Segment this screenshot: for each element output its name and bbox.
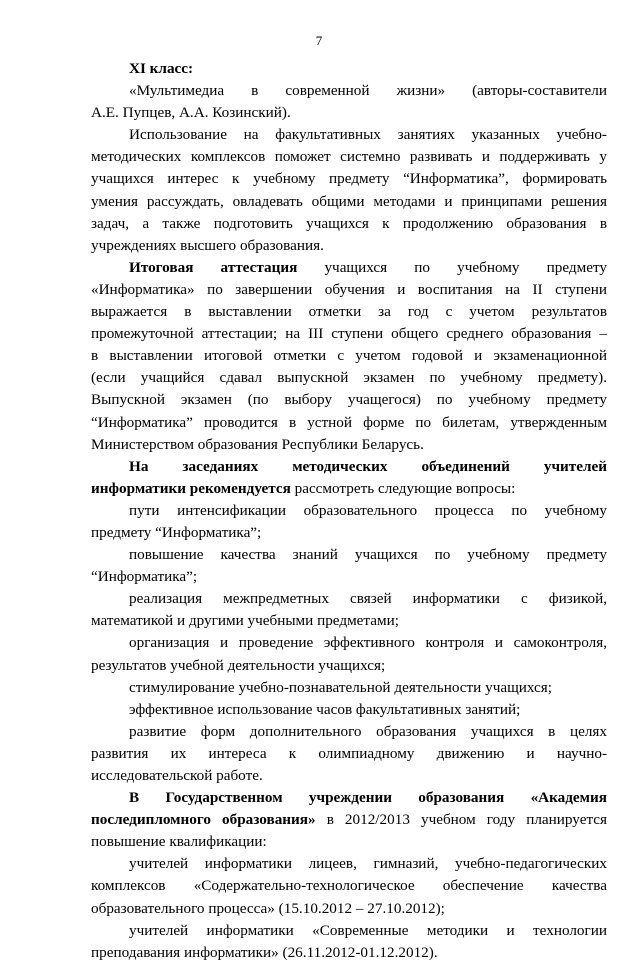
- text-line: [91, 124, 607, 146]
- text-line: [91, 301, 607, 323]
- text-line: [91, 80, 607, 102]
- text-line: [91, 699, 607, 721]
- text-run: промежуточной аттестации; на III ступени общего среднего образования –: [91, 325, 607, 343]
- text-line: [91, 279, 607, 301]
- text-line: [91, 655, 607, 677]
- text-run: учителей информатики лицеев, гимназий, учебно-педагогических: [129, 855, 607, 873]
- page-number: 7: [315, 33, 323, 48]
- text-run: организация и проведение эффективного контроля и самоконтроля,: [129, 634, 607, 652]
- text-run: Выпускной экзамен (по выбору учащегося) по учебному предмету: [91, 391, 607, 409]
- text-line: [91, 389, 607, 411]
- text-run: учреждениях высшего образования.: [91, 236, 324, 254]
- bold-text: XI класс:: [129, 60, 194, 77]
- text-line: [91, 478, 607, 500]
- document-body: [91, 58, 607, 964]
- text-line: [91, 434, 607, 456]
- text-line: [91, 920, 607, 942]
- bold-text: На заседаниях методических объединений учителей: [129, 457, 607, 475]
- text-line: [91, 367, 607, 389]
- text-line: [91, 146, 607, 168]
- text-line: [91, 345, 607, 367]
- bold-text: В Государственном учреждении образования «Академия: [129, 789, 607, 807]
- text-run: повышение квалификации:: [91, 833, 267, 851]
- text-run: «Мультимедиа в современной жизни» (авторы-составители: [129, 82, 607, 100]
- text-run: эффективное использование часов факультативных занятий;: [129, 700, 521, 718]
- text-run: преподавания информатики» (26.11.2012-01.12.2012).: [91, 943, 438, 961]
- text-line: [91, 677, 607, 699]
- text-line: [91, 323, 607, 345]
- text-run: Министерством образования Республики Беларусь.: [91, 435, 424, 453]
- text-run: Использование на факультативных занятиях указанных учебно-: [129, 126, 607, 144]
- text-line: [91, 942, 607, 964]
- text-line: [91, 235, 607, 257]
- text-line: [91, 102, 607, 124]
- text-line: [91, 257, 607, 279]
- text-run: в выставлении итоговой отметки с учетом годовой и экзаменационной: [91, 347, 607, 365]
- text-line: [91, 721, 607, 743]
- text-run: математикой и другими учебными предметами;: [91, 612, 399, 630]
- text-line: [91, 853, 607, 875]
- text-run: развитие форм дополнительного образования учащихся в целях: [129, 722, 607, 740]
- text-line: [91, 412, 607, 434]
- text-run: “Информатика” проводится в устной форме по билетам, утвержденным: [91, 413, 607, 431]
- text-line: [91, 610, 607, 632]
- text-run: учащихся по учебному предмету: [297, 258, 607, 276]
- text-run: результатов учебной деятельности учащихся;: [91, 656, 386, 674]
- text-run: предмету “Информатика”;: [91, 523, 262, 541]
- text-line: [91, 588, 607, 610]
- text-line: [91, 58, 607, 80]
- text-line: [91, 522, 607, 544]
- text-line: [91, 500, 607, 522]
- text-run: умения рассуждать, овладевать общими методами и принципами решения: [91, 192, 607, 210]
- text-line: [91, 566, 607, 588]
- text-run: повышение качества знаний учащихся по учебному предмету: [129, 546, 607, 564]
- bold-text: информатики рекомендуется: [91, 479, 291, 497]
- text-line: [91, 213, 607, 235]
- text-run: «Информатика» по завершении обучения и воспитания на II ступени: [91, 280, 607, 298]
- text-line: [91, 168, 607, 190]
- text-line: [91, 191, 607, 213]
- text-run: реализация межпредметных связей информатики с физикой,: [129, 590, 607, 608]
- text-line: [91, 831, 607, 853]
- text-run: “Информатика”;: [91, 568, 198, 586]
- text-line: [91, 544, 607, 566]
- text-line: [91, 765, 607, 787]
- text-run: задач, а также подготовить учащихся к продолжению образования в: [91, 214, 607, 232]
- text-run: комплексов «Содержательно-технологическое обеспечение качества: [91, 877, 607, 895]
- text-run: стимулирование учебно-познавательной деятельности учащихся;: [129, 678, 552, 696]
- text-run: учащихся интерес к учебному предмету “Информатика”, формировать: [91, 170, 607, 188]
- text-run: развития их интереса к олимпиадному движению и научно-: [91, 744, 607, 762]
- bold-text: Итоговая аттестация: [129, 258, 298, 276]
- text-line: [91, 875, 607, 897]
- text-run: исследовательской работе.: [91, 767, 263, 784]
- text-run: (если учащийся сдавал выпускной экзамен по учебному предмету).: [91, 369, 607, 387]
- text-run: выражается в выставлении отметки за год с учетом результатов: [91, 303, 607, 321]
- text-line: [91, 632, 607, 654]
- text-line: [91, 787, 607, 809]
- bold-text: последипломного образования»: [91, 811, 316, 829]
- text-line: [91, 809, 607, 831]
- text-run: рассмотреть следующие вопросы:: [290, 479, 516, 497]
- text-run: методических комплексов поможет системно развивать и поддерживать у: [91, 148, 607, 166]
- text-run: А.Е. Пупцев, А.А. Козинский).: [91, 104, 291, 122]
- text-run: учителей информатики «Современные методики и технологии: [129, 921, 607, 939]
- text-line: [91, 743, 607, 765]
- text-run: пути интенсификации образовательного процесса по учебному: [129, 501, 607, 519]
- text-line: [91, 898, 607, 920]
- text-line: [91, 456, 607, 478]
- text-run: в 2012/2013 учебном году планируется: [315, 811, 607, 829]
- text-run: образовательного процесса» (15.10.2012 – 27.10.2012);: [91, 899, 445, 917]
